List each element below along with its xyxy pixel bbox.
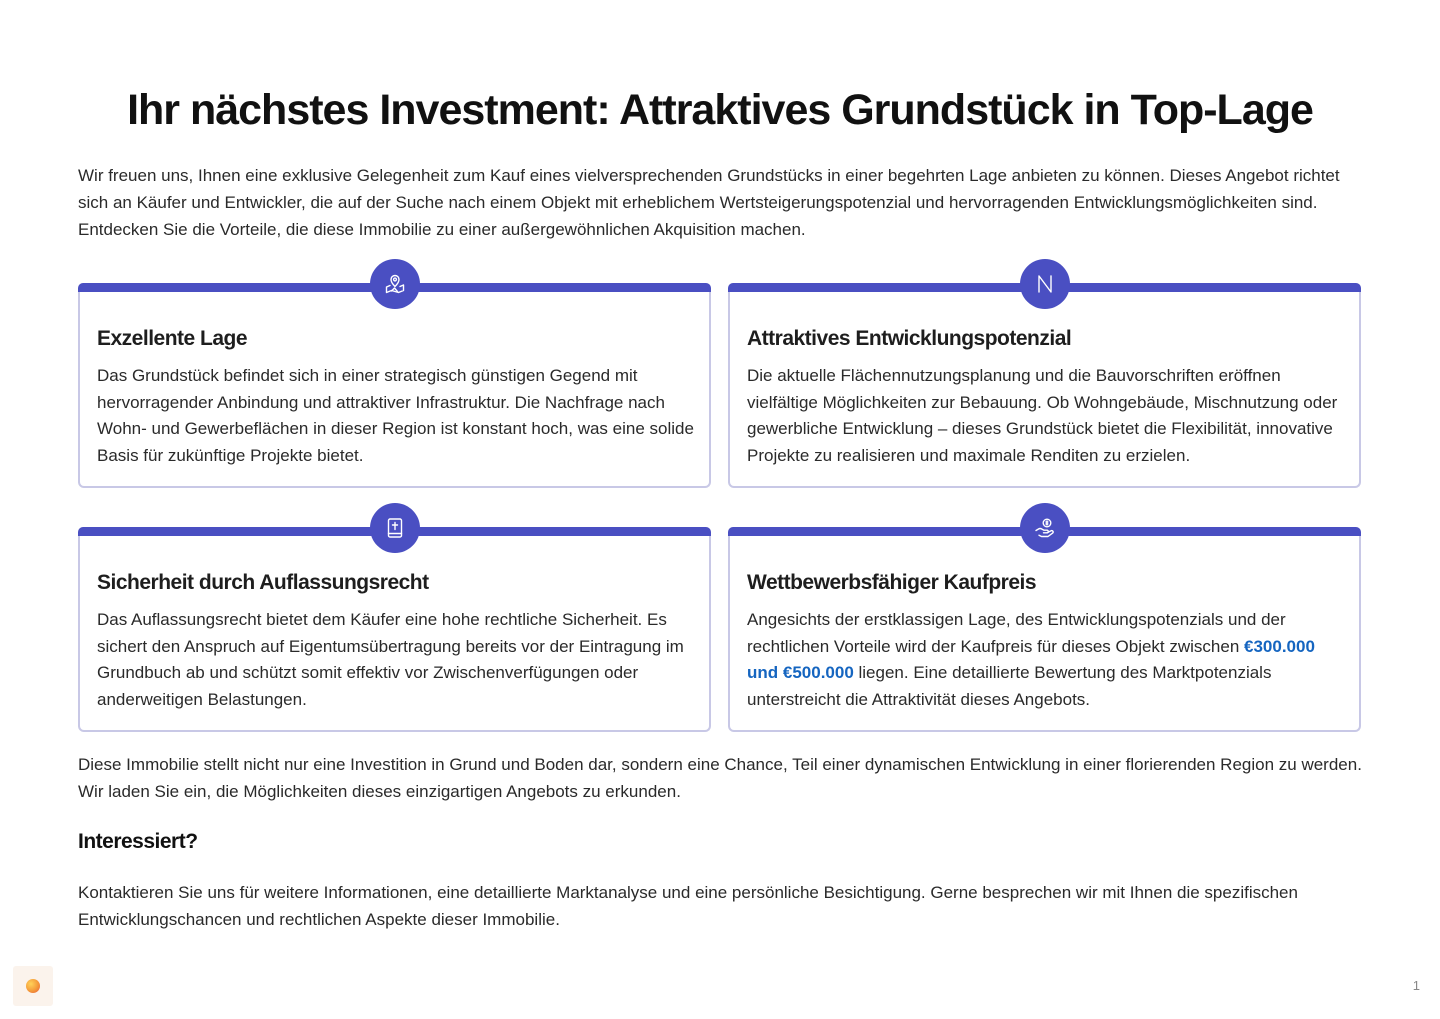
feature-card-preis [728,527,1361,732]
card-heading: Exzellente Lage [97,327,248,350]
card-text: Das Auflassungsrecht bietet dem Käufer eine hohe rechtliche Sicherheit. Es sichert den Anspruch auf Eigentumsübertragung bereits vor der Eintragung im Grundbuch ab und schützt somit effektiv vor Zwischenverfügungen oder anderweitigen Belastungen. [97,610,684,709]
logo-mark [26,979,40,993]
feature-card-sicherheit [78,527,711,732]
page-title: Ihr nächstes Investment: Attraktives Grundstück in Top-Lage [127,86,1313,134]
letter-n-icon [1020,259,1070,309]
feature-card-lage [78,283,711,488]
intro-paragraph: Wir freuen uns, Ihnen eine exklusive Gelegenheit zum Kauf eines vielversprechenden Grundstücks in einer begehrten Lage anbieten zu können. Dieses Angebot richtet sich an Käufer und Entwickler, die auf der Suche nach einem Objekt mit erheblichem Wertsteigerungspotenzial und hervorragenden Entwicklungsmöglichkeiten sind. Entdecken Sie die Vorteile, die diese Immobilie zu einer außergewöhnlichen Akquisition machen. [78,166,1340,239]
interest-heading: Interessiert? [78,830,198,853]
closing-paragraph: Diese Immobilie stellt nicht nur eine Investition in Grund und Boden dar, sondern eine Chance, Teil einer dynamischen Entwicklung in einer florierenden Region zu werden. Wir laden Sie ein, die Möglichkeiten dieses einzigartigen Angebots zu erkunden. [78,755,1362,801]
card-text [747,607,1345,713]
card-heading: Wettbewerbsfähiger Kaufpreis [747,571,1037,594]
card-heading: Sicherheit durch Auflassungsrecht [97,571,429,594]
hand-coin-icon [1020,503,1070,553]
price-range: €300.000 und €500.000 [747,636,1315,682]
card-text: Die aktuelle Flächennutzungsplanung und die Bauvorschriften eröffnen vielfältige Möglichkeiten zur Bebauung. Ob Wohngebäude, Mischnutzung oder gewerbliche Entwicklung – dieses Grundstück bietet die Flexibilität, innovative Projekte zu realisieren und maximale Renditen zu erzielen. [747,366,1338,465]
logo-icon [13,966,53,1006]
feature-card-potenzial [728,283,1361,488]
contact-paragraph: Kontaktieren Sie uns für weitere Informationen, eine detaillierte Marktanalyse und eine persönliche Besichtigung. Gerne besprechen wir mit Ihnen die spezifischen Entwicklungschancen und rechtlichen Aspekte dieser Immobilie. [78,883,1298,929]
page-number: 1 [1412,978,1420,993]
map-pin-icon [370,259,420,309]
card-text-before: Angesichts der erstklassigen Lage, des Entwicklungspotenzials und der rechtlichen Vorteile wird der Kaufpreis für dieses Objekt zwischen [747,610,1286,656]
document-icon [370,503,420,553]
card-heading: Attraktives Entwicklungspotenzial [747,327,1072,350]
card-text-after: liegen. Eine detaillierte Bewertung des Marktpotenzials unterstreicht die Attraktivität dieses Angebots. [747,663,1272,709]
card-text: Das Grundstück befindet sich in einer strategisch günstigen Gegend mit hervorragender Anbindung und attraktiver Infrastruktur. Die Nachfrage nach Wohn- und Gewerbeflächen in dieser Region ist konstant hoch, was eine solide Basis für zukünftige Projekte bietet. [97,366,694,465]
